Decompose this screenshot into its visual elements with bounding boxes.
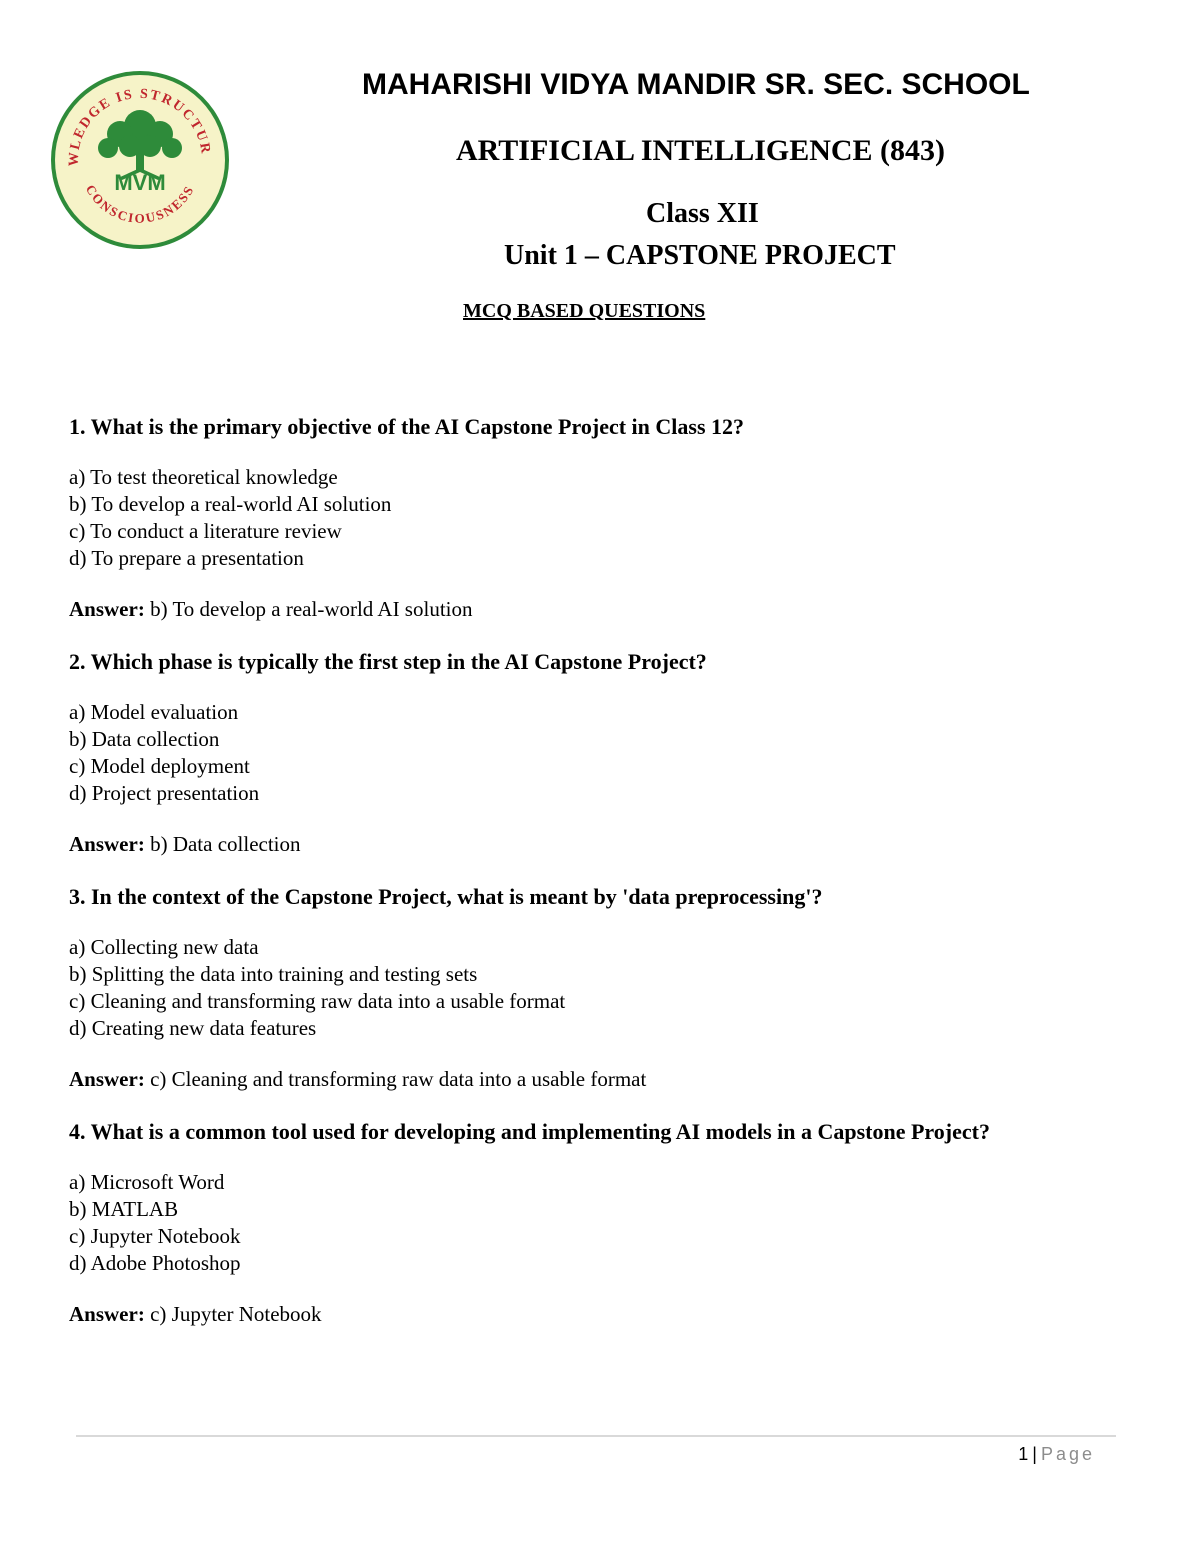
question-text: 1. What is the primary objective of the AI Capstone Project in Class 12? (69, 414, 745, 439)
answer-text: b) Data collection (150, 832, 301, 856)
unit-title: Unit 1 – CAPSTONE PROJECT (504, 240, 896, 271)
answer-text: b) To develop a real-world AI solution (150, 597, 473, 621)
option: c) To conduct a literature review (69, 519, 342, 543)
option: d) Project presentation (69, 781, 260, 805)
option: c) Cleaning and transforming raw data into a usable format (69, 989, 566, 1013)
question-list (69, 412, 1129, 1352)
option: b) To develop a real-world AI solution (69, 492, 392, 516)
logo-motto-bottom: CONSCIOUSNESS (82, 182, 198, 226)
option: d) To prepare a presentation (69, 546, 304, 570)
footer-divider (76, 1435, 1116, 1437)
question-item (69, 882, 1129, 1093)
option: d) Adobe Photoshop (69, 1251, 241, 1275)
option: a) Model evaluation (69, 700, 239, 724)
school-name: MAHARISHI VIDYA MANDIR SR. SEC. SCHOOL (362, 68, 1030, 101)
option: c) Jupyter Notebook (69, 1224, 241, 1248)
question-item (69, 647, 1129, 858)
class-title: Class XII (646, 198, 759, 229)
question-item (69, 1117, 1129, 1328)
question-text: 2. Which phase is typically the first step in the AI Capstone Project? (69, 649, 707, 674)
answer-label: Answer: (69, 1067, 145, 1091)
answer-text: c) Cleaning and transforming raw data into a usable format (150, 1067, 647, 1091)
option: d) Creating new data features (69, 1016, 317, 1040)
page-number: 1 (1018, 1444, 1029, 1464)
logo-initials: MVM (114, 170, 166, 195)
question-text: 3. In the context of the Capstone Project, what is meant by 'data preprocessing'? (69, 884, 823, 909)
option: c) Model deployment (69, 754, 250, 778)
school-logo-icon (48, 68, 232, 252)
answer (69, 1066, 1129, 1093)
school-logo (48, 68, 232, 252)
page-separator: | (1032, 1444, 1037, 1464)
option: a) Microsoft Word (69, 1170, 225, 1194)
section-heading: MCQ BASED QUESTIONS (463, 300, 706, 322)
page-label: Page (1040, 1444, 1095, 1464)
question-text: 4. What is a common tool used for developing and implementing AI models in a Capstone Project? (69, 1119, 990, 1144)
answer (69, 1301, 1129, 1328)
page-footer (1018, 1444, 1095, 1465)
option: a) Collecting new data (69, 935, 259, 959)
answer-label: Answer: (69, 597, 145, 621)
answer-label: Answer: (69, 832, 145, 856)
answer (69, 596, 1129, 623)
option: b) Splitting the data into training and testing sets (69, 962, 478, 986)
option: a) To test theoretical knowledge (69, 465, 338, 489)
option: b) MATLAB (69, 1197, 179, 1221)
option: b) Data collection (69, 727, 220, 751)
subject-title: ARTIFICIAL INTELLIGENCE (843) (456, 134, 946, 167)
answer-text: c) Jupyter Notebook (150, 1302, 322, 1326)
answer-label: Answer: (69, 1302, 145, 1326)
answer (69, 831, 1129, 858)
question-item (69, 412, 1129, 623)
logo-motto-top: WLEDGE IS STRUCTUR (66, 86, 213, 167)
